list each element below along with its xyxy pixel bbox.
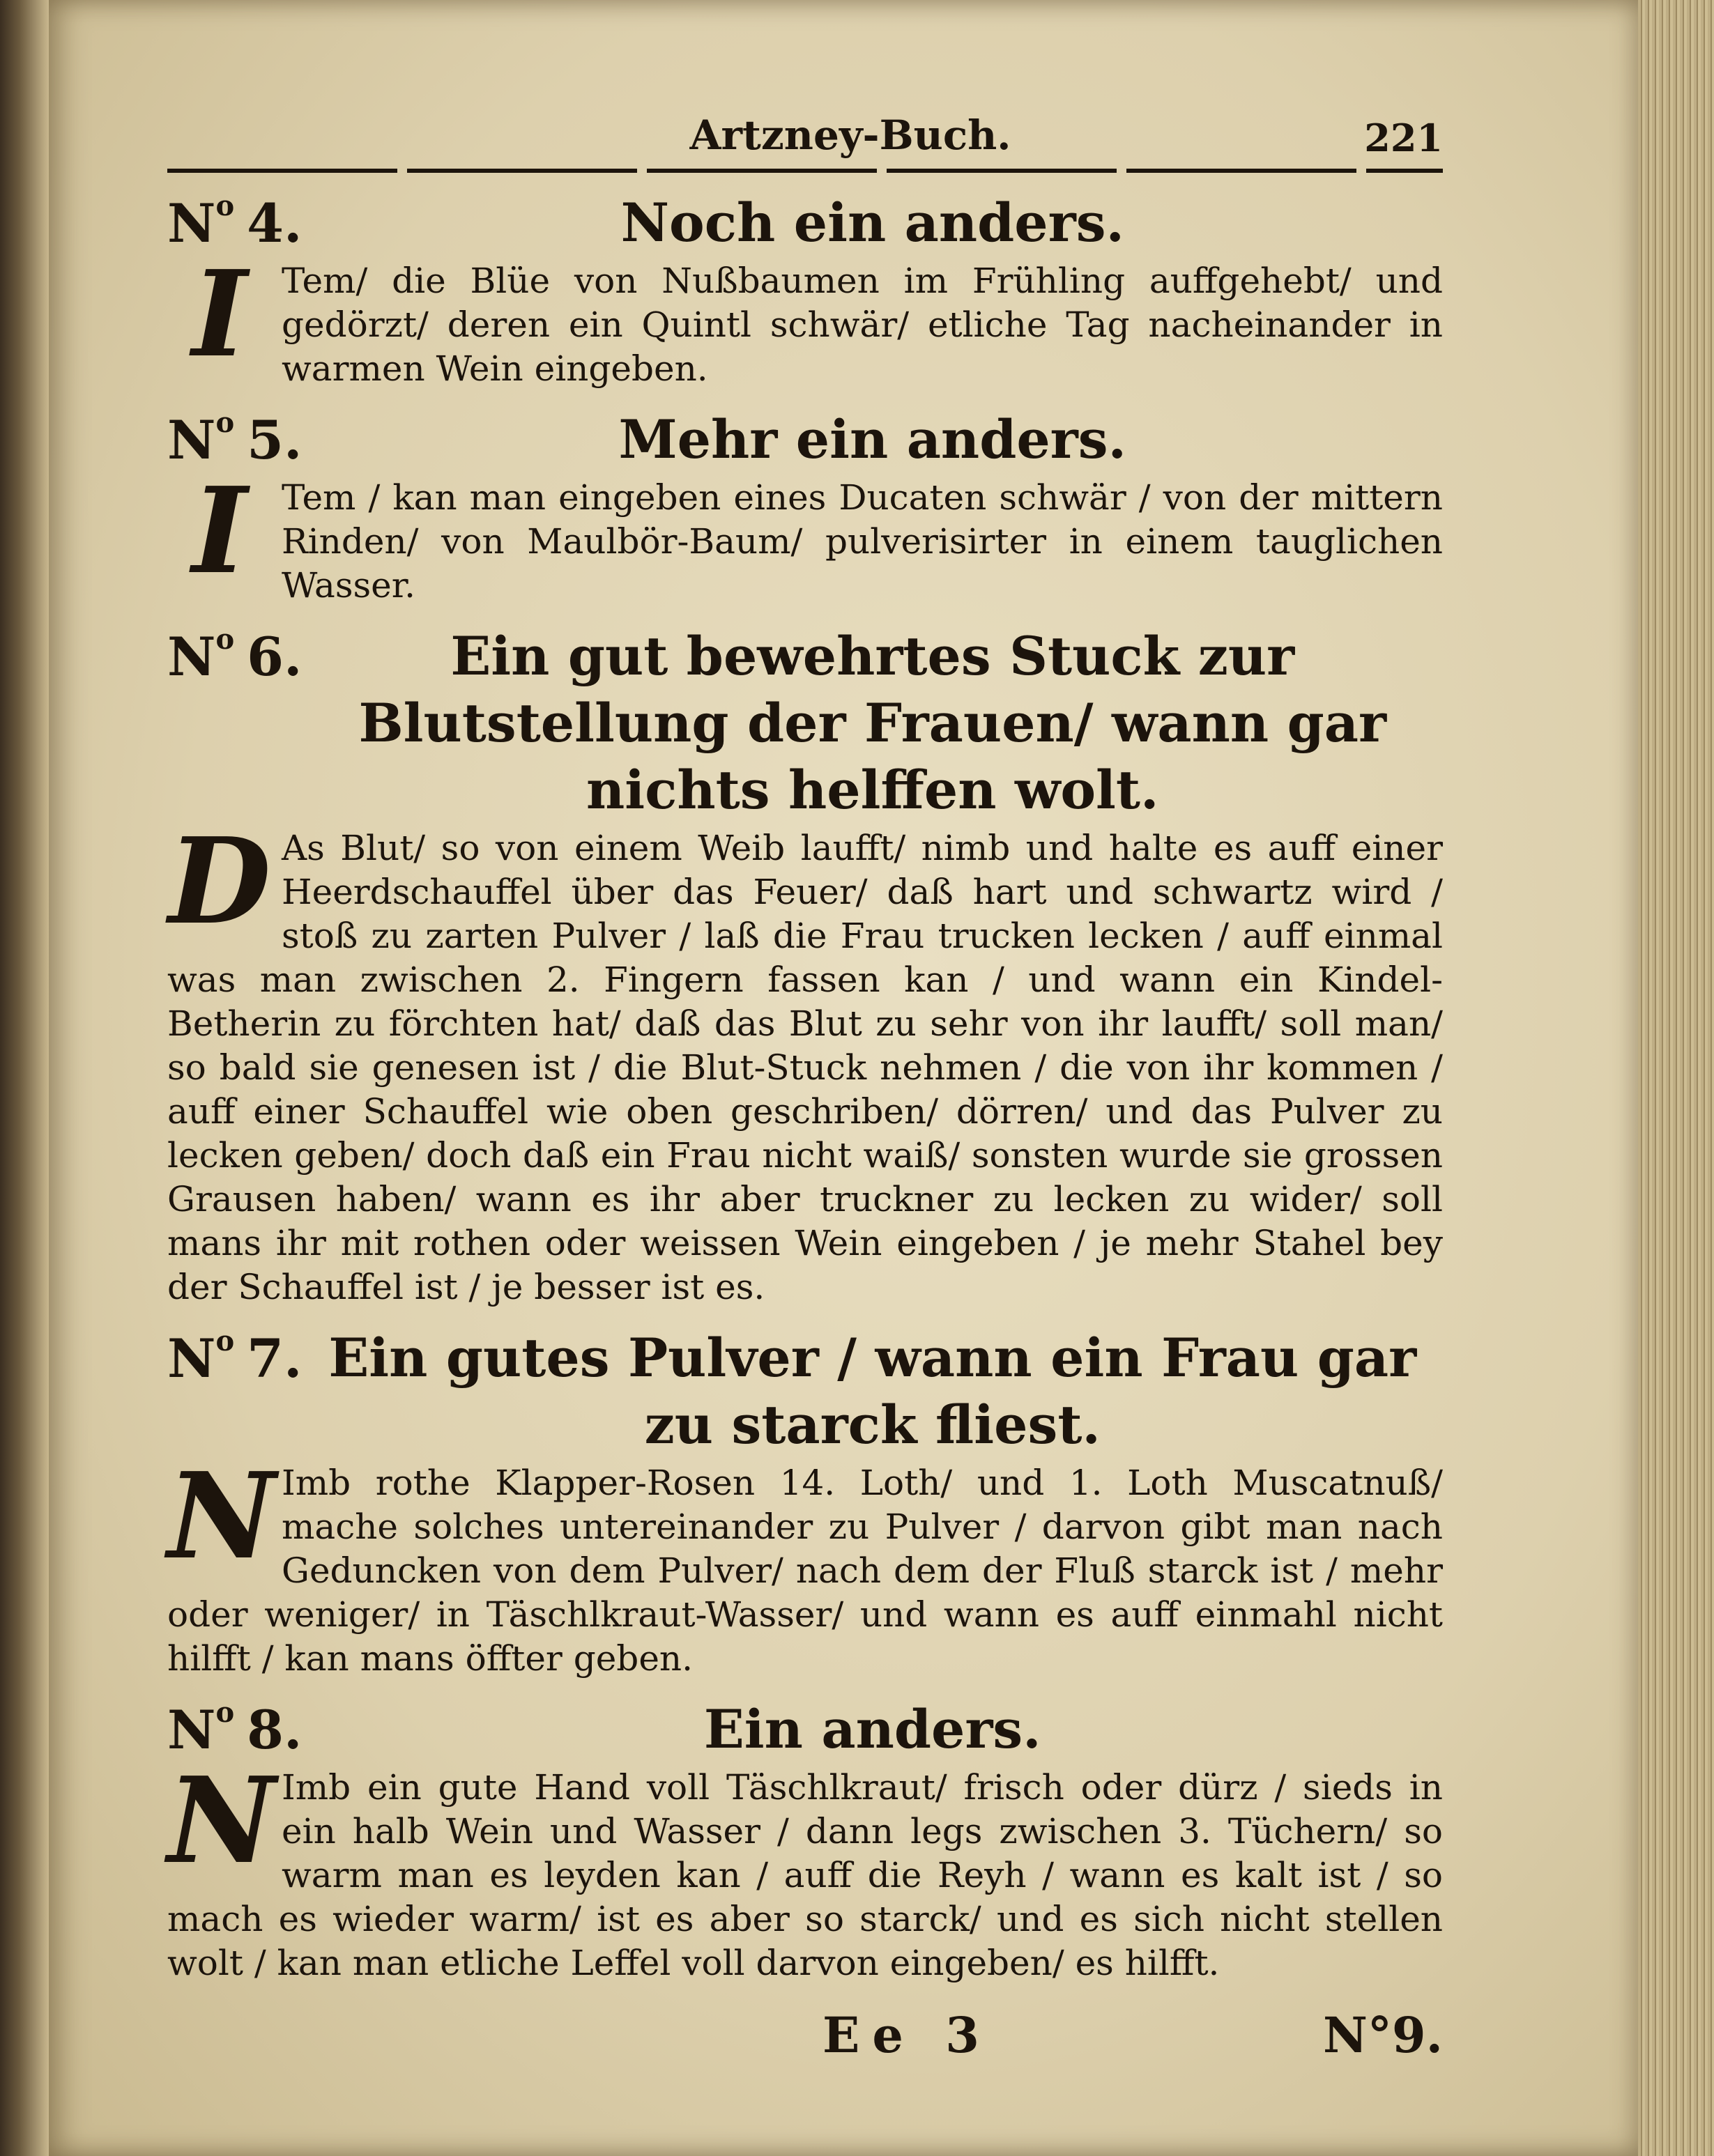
recipe-number-letter: N (167, 409, 216, 471)
header-rule (167, 169, 1443, 173)
recipe-heading (167, 623, 1443, 824)
decorated-initial: D (168, 812, 271, 951)
recipe-entry (167, 1325, 1443, 1681)
recipe-heading (167, 1325, 1443, 1458)
recipe-heading (167, 406, 1443, 473)
catchword: N°9. (1322, 2006, 1443, 2064)
recipe-number (167, 190, 303, 254)
recipe-body-text: Tem/ die Blüe von Nußbaumen im Frühling auffgehebt/ und gedörzt/ deren ein Quintl schwär/ etliche Tag nacheinander in warmen Wein eingeben. (282, 261, 1443, 389)
recipe-title: Ein gut bewehrtes Stuck zur Blutstellung der Frauen/ wann gar nichts helffen wolt. (358, 625, 1387, 821)
recipe-number-letter: N (167, 192, 216, 254)
recipe-number (167, 1325, 303, 1389)
recipe-number-sup: o (215, 1325, 235, 1357)
recipe-number-letter: N (167, 626, 216, 688)
recipe-number-sup: o (215, 623, 235, 656)
page-content (167, 111, 1443, 2069)
recipe-text (167, 812, 1443, 1309)
running-title: Artzney-Buch. (689, 111, 1011, 159)
recipe-text (167, 461, 1443, 608)
recipe-entry (167, 190, 1443, 391)
recipe-title: Mehr ein anders. (618, 408, 1126, 470)
recipe-title: Ein gutes Pulver / wann ein Frau gar zu starck fliest. (328, 1327, 1417, 1456)
decorated-initial: N (167, 1447, 276, 1586)
recipe-body-text: Imb ein gute Hand voll Täschlkraut/ frisch oder dürz / sieds in ein halb Wein und Wasser / dann legs zwischen 3. Tüchern/ so warm man es leyden kan / auff die Reyh / wann es kalt ist / so mach es wieder warm/ ist es aber so starck/ und es sich nicht stellen wolt / kan man etliche Leffel voll darvon eingeben/ es hilfft. (167, 1767, 1443, 1983)
page-number: 221 (1364, 116, 1443, 160)
recipe-number (167, 1696, 303, 1761)
recipe-text (167, 1751, 1443, 1985)
recipe-number (167, 623, 303, 688)
recipe-title: Ein anders. (703, 1698, 1041, 1760)
facing-page-edge (0, 0, 49, 2156)
recipe-number-letter: N (167, 1327, 216, 1389)
recipe-number-value: 6. (247, 626, 303, 688)
recipe-number-value: 4. (247, 192, 303, 254)
recipe-number-value: 7. (247, 1327, 303, 1389)
recipe-list (167, 190, 1443, 1985)
recipe-heading (167, 1696, 1443, 1763)
recipe-body-text: Imb rothe Klapper-Rosen 14. Loth/ und 1. Loth Muscatnuß/ mache solches untereinander zu Pulver / darvon gibt man nach Geduncken von dem Pulver/ nach dem der Fluß starck ist / mehr oder weniger/ in Täschlkraut-Wasser/ und wann es auff einmahl nicht hilfft / kan mans öffter geben. (167, 1463, 1443, 1679)
recipe-entry (167, 406, 1443, 608)
recipe-body-text: Tem / kan man eingeben eines Ducaten schwär / von der mittern Rinden/ von Maulbör-Baum/ pulverisirter in einem tauglichen Wasser. (282, 477, 1443, 606)
recipe-number-value: 8. (247, 1699, 303, 1761)
recipe-entry (167, 623, 1443, 1309)
recipe-text (167, 245, 1443, 391)
recipe-heading (167, 190, 1443, 256)
decorated-initial: I (192, 461, 247, 601)
recipe-body-text: As Blut/ so von einem Weib laufft/ nimb und halte es auff einer Heerdschauffel über das Feuer/ daß hart und schwartz wird / stoß zu zarten Pulver / laß die Frau trucken lecken / auff einmal was man zwischen 2. Fingern fassen kan / und wann ein Kindel-Betherin zu förchten hat/ daß das Blut zu sehr von ihr laufft/ soll man/ so bald sie genesen ist / die Blut-Stuck nehmen / die von ihr kommen / auff einer Schauffel wie oben geschriben/ dörren/ und das Pulver zu lecken geben/ doch daß ein Frau nicht waiß/ sonsten wurde sie grossen Grausen haben/ wann es ihr aber truckner zu lecken zu wider/ soll mans ihr mit rothen oder weissen Wein eingeben / je mehr Stahel bey der Schauffel ist / je besser ist es. (167, 828, 1443, 1307)
recipe-title: Noch ein anders. (620, 192, 1124, 254)
recipe-text (167, 1447, 1443, 1681)
signature-mark: Ee 3 (822, 2006, 992, 2064)
recipe-entry (167, 1696, 1443, 1985)
page-header (167, 111, 1443, 174)
recipe-number-letter: N (167, 1699, 216, 1761)
page-block-edge (1638, 0, 1714, 2156)
recipe-number-value: 5. (247, 409, 303, 471)
page-footer (167, 2006, 1443, 2069)
recipe-number (167, 406, 303, 471)
decorated-initial: I (192, 245, 247, 384)
decorated-initial: N (167, 1751, 276, 1891)
recipe-number-sup: o (215, 190, 235, 222)
recipe-number-sup: o (215, 406, 235, 439)
recipe-number-sup: o (215, 1696, 235, 1729)
